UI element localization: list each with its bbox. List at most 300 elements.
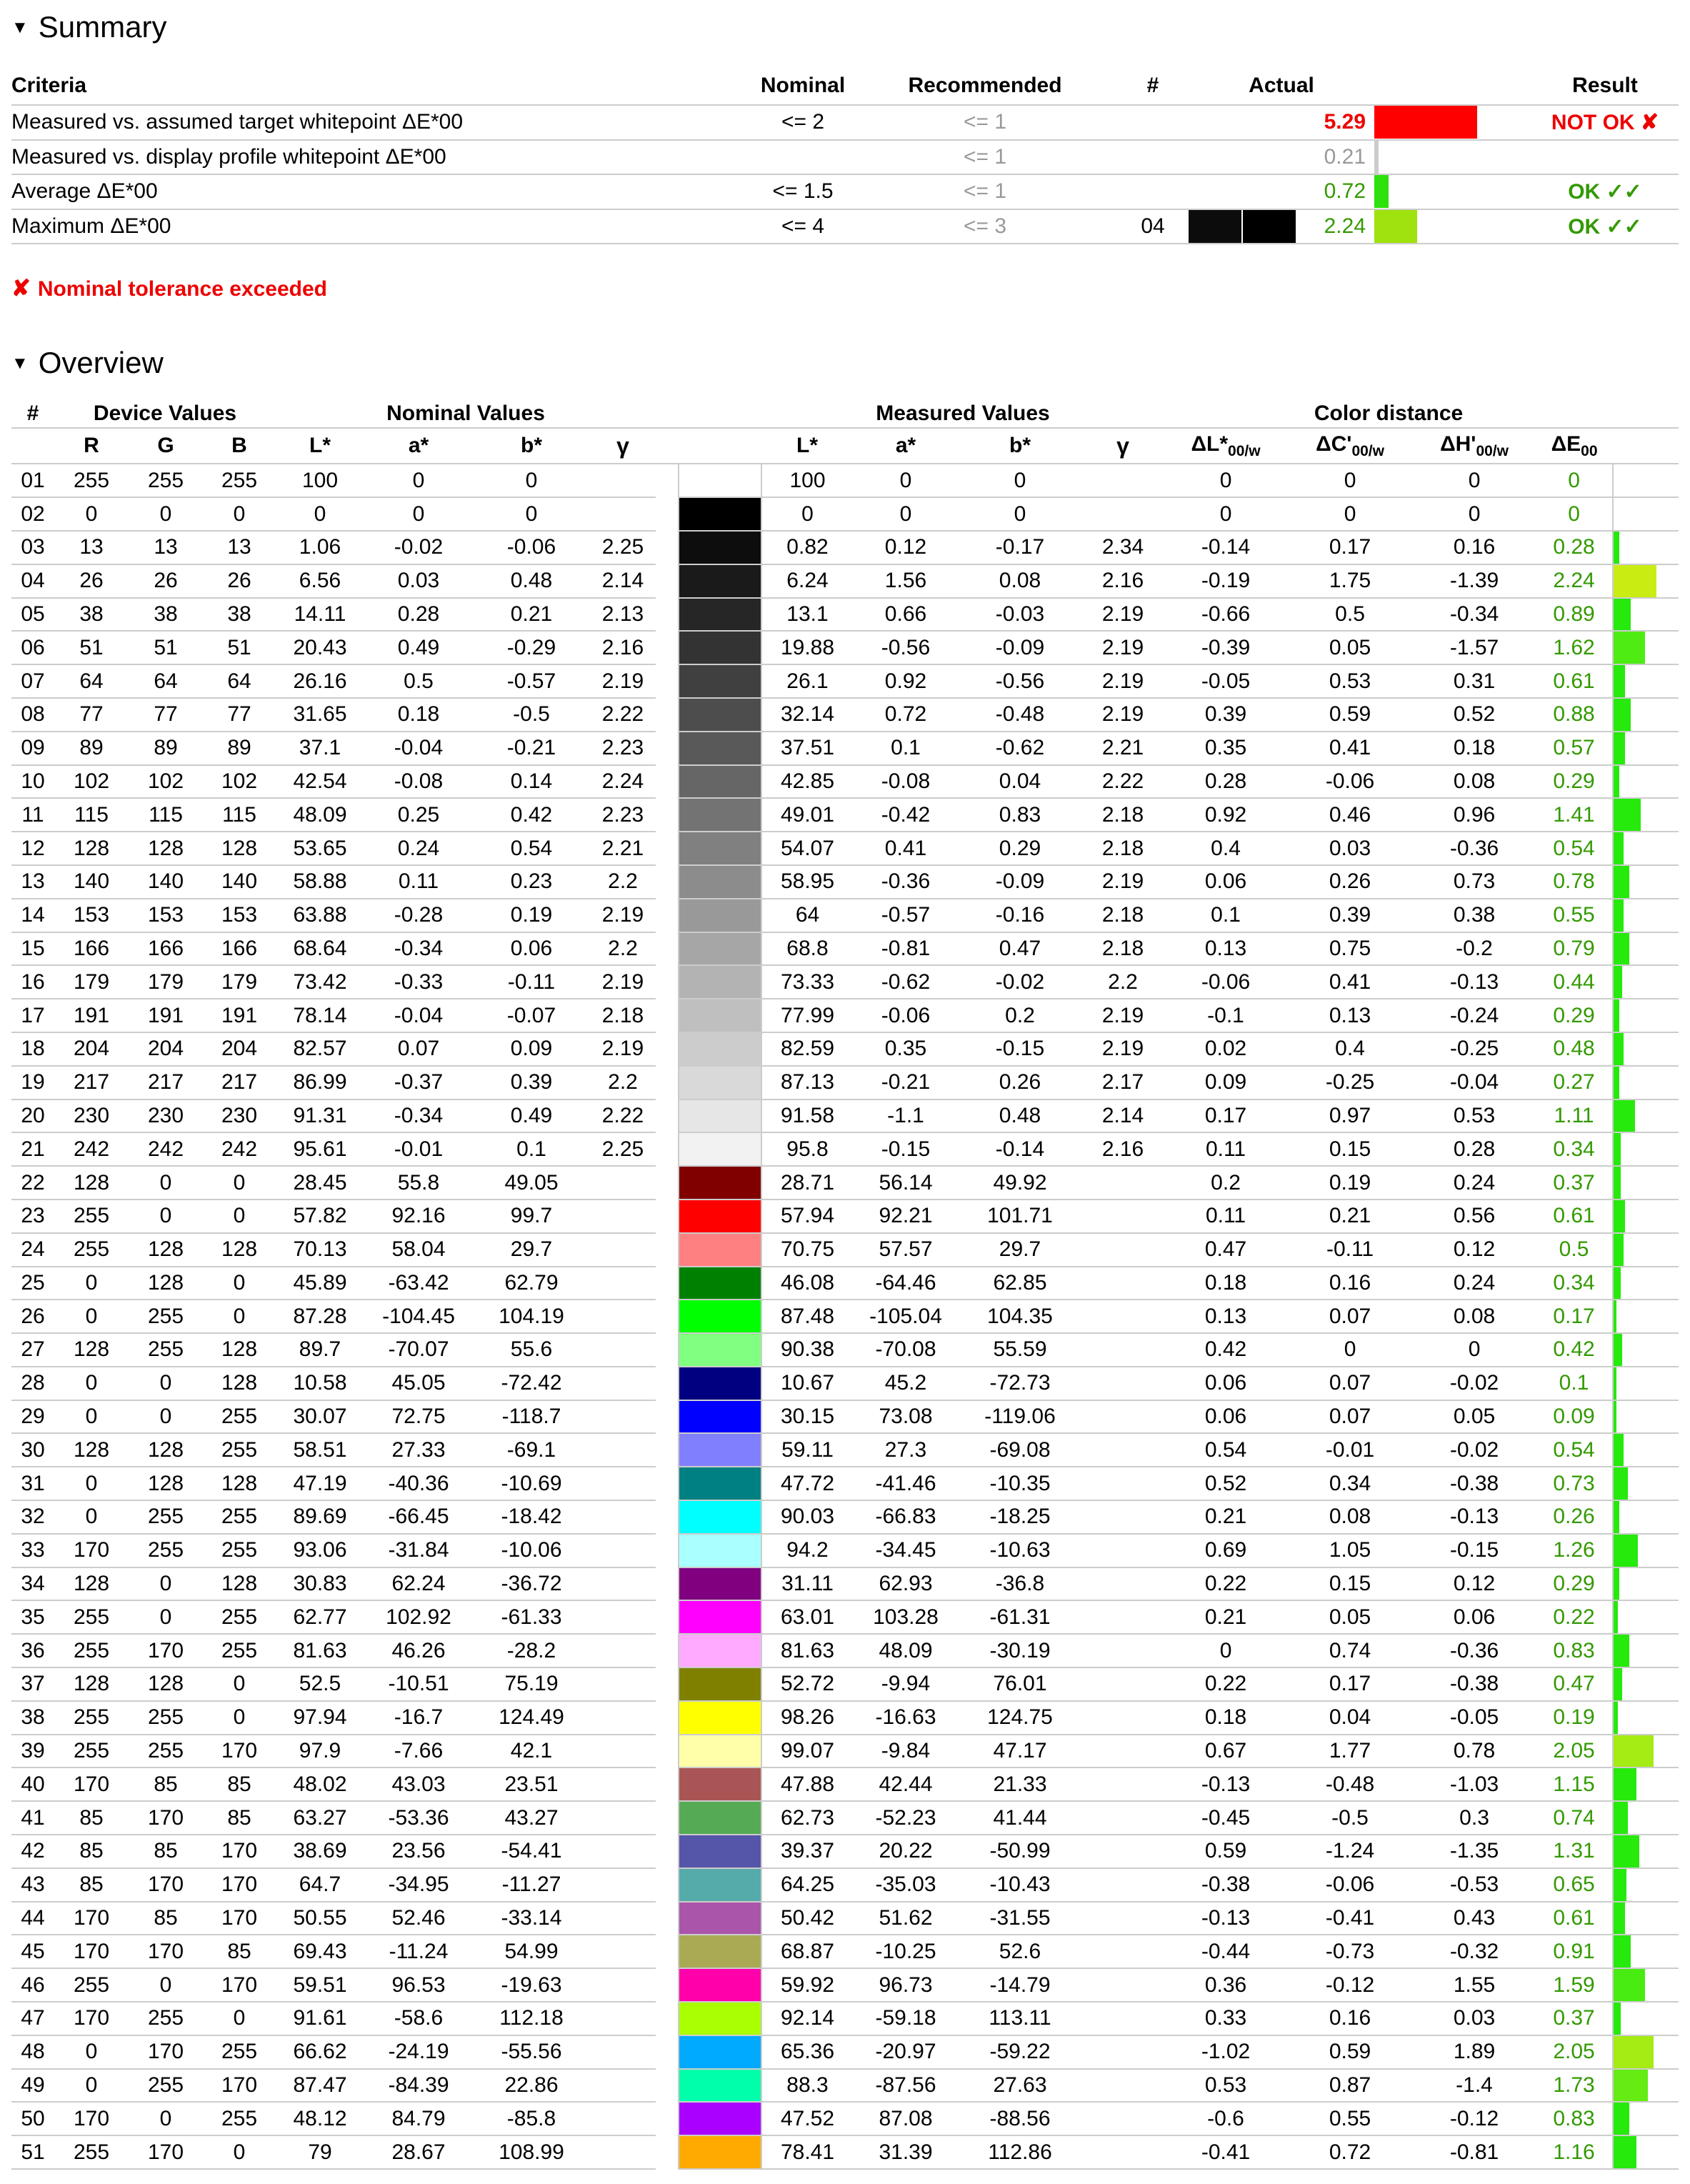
cell-delta-E: 0.29 [1536, 1567, 1613, 1601]
overview-row [11, 1902, 1679, 1935]
row-spacer [656, 2069, 679, 2103]
cell-measured-b: -0.62 [959, 732, 1081, 765]
cell-delta-H: -0.13 [1413, 1500, 1536, 1534]
cell-device-r: 255 [54, 1968, 129, 2002]
cell-measured-gamma [1081, 1868, 1164, 1902]
summary-recommended-value: <= 1 [889, 140, 1081, 175]
cell-patch-number: 44 [11, 1902, 54, 1935]
cell-nominal-b: 23.51 [473, 1767, 590, 1801]
bar-cell [1613, 1100, 1679, 1133]
summary-gap-cell [1081, 174, 1117, 209]
cell-nominal-a: 0.03 [364, 564, 473, 598]
cell-measured-gamma: 2.19 [1081, 631, 1164, 664]
cell-measured-gamma [1081, 1735, 1164, 1768]
cell-device-b: 170 [203, 1902, 276, 1935]
cell-nominal-gamma: 2.25 [590, 531, 656, 564]
row-spacer [656, 698, 679, 732]
cell-measured-a: -59.18 [853, 2002, 959, 2035]
overview-group-header-row [11, 400, 1679, 428]
cell-patch-number: 33 [11, 1534, 54, 1567]
delta-e-bar [1614, 732, 1625, 764]
cell-measured-a: 1.56 [853, 564, 959, 598]
cell-delta-H: -0.2 [1413, 932, 1536, 966]
cell-delta-L: 0.02 [1164, 1032, 1287, 1066]
cell-delta-E: 0.47 [1536, 1667, 1613, 1701]
cell-delta-H: -1.35 [1413, 1835, 1536, 1868]
cell-device-b: 0 [203, 2002, 276, 2035]
cell-measured-gamma [1081, 1835, 1164, 1868]
summary-bar-cell [1374, 209, 1531, 244]
cell-nominal-b: -11.27 [473, 1868, 590, 1902]
summary-gap-cell [1081, 105, 1117, 140]
cell-device-r: 0 [54, 1300, 129, 1333]
cell-device-g: 128 [129, 1433, 203, 1467]
cell-delta-E: 0.65 [1536, 1868, 1613, 1902]
bar-cell [1613, 1433, 1679, 1467]
cell-device-g: 85 [129, 1902, 203, 1935]
cell-delta-L: -0.05 [1164, 664, 1287, 698]
cell-delta-C: 0.03 [1287, 832, 1413, 865]
cell-delta-C: 0.19 [1287, 1166, 1413, 1200]
cell-nominal-a: -34.95 [364, 1868, 473, 1902]
cell-measured-L: 98.26 [761, 1701, 853, 1735]
bar-cell [1613, 1032, 1679, 1066]
cell-measured-b: -72.73 [959, 1367, 1081, 1400]
cell-delta-H: -0.05 [1413, 1701, 1536, 1735]
cell-measured-gamma: 2.18 [1081, 798, 1164, 832]
cell-nominal-b: 112.18 [473, 2002, 590, 2035]
overview-row [11, 1200, 1679, 1233]
cell-device-b: 170 [203, 1835, 276, 1868]
cell-delta-E: 0.54 [1536, 1433, 1613, 1467]
max-delta-e-color-swatch [1189, 210, 1296, 243]
overview-row [11, 1735, 1679, 1768]
cell-nominal-L: 68.64 [276, 932, 364, 966]
cell-patch-number: 43 [11, 1868, 54, 1902]
overview-row [11, 1935, 1679, 1968]
col-header-b: B [203, 428, 276, 464]
cell-nominal-a: 52.46 [364, 1902, 473, 1935]
summary-swatch-cell [1189, 209, 1296, 244]
color-swatch [679, 1767, 761, 1801]
cell-measured-gamma [1081, 1300, 1164, 1333]
cell-device-r: 85 [54, 1801, 129, 1835]
cell-nominal-b: 54.99 [473, 1935, 590, 1968]
overview-row [11, 1233, 1679, 1267]
cell-delta-H: 0 [1413, 1333, 1536, 1367]
cell-delta-E: 1.31 [1536, 1835, 1613, 1868]
cell-device-r: 242 [54, 1132, 129, 1166]
bar-cell [1613, 1667, 1679, 1701]
cell-measured-L: 62.73 [761, 1801, 853, 1835]
delta-e-bar [1614, 1234, 1624, 1266]
cell-delta-C: 0.21 [1287, 1200, 1413, 1233]
cell-delta-L: 0.21 [1164, 1600, 1287, 1634]
cell-measured-L: 90.38 [761, 1333, 853, 1367]
cell-measured-b: 0 [959, 464, 1081, 497]
cell-measured-a: -0.42 [853, 798, 959, 832]
summary-header-result: Result [1531, 67, 1679, 105]
cell-delta-E: 0.79 [1536, 932, 1613, 966]
summary-header-actual: Actual [1189, 67, 1374, 105]
cell-delta-H: -0.81 [1413, 2135, 1536, 2169]
overview-row [11, 965, 1679, 999]
bar-cell [1613, 1600, 1679, 1634]
cell-measured-gamma [1081, 1935, 1164, 1968]
color-swatch [679, 865, 761, 899]
cell-measured-gamma: 2.19 [1081, 664, 1164, 698]
cell-measured-a: 92.21 [853, 1200, 959, 1233]
cell-delta-H: -1.57 [1413, 631, 1536, 664]
cell-delta-E: 0 [1536, 497, 1613, 531]
cell-nominal-b: -18.42 [473, 1500, 590, 1534]
cell-delta-C: 0.87 [1287, 2069, 1413, 2103]
cell-nominal-L: 63.27 [276, 1801, 364, 1835]
cell-measured-L: 64.25 [761, 1868, 853, 1902]
cell-delta-L: -0.45 [1164, 1801, 1287, 1835]
color-swatch [679, 564, 761, 598]
cell-measured-b: -0.09 [959, 865, 1081, 899]
cell-nominal-gamma [590, 464, 656, 497]
bar-cell [1613, 1066, 1679, 1100]
row-spacer [656, 1968, 679, 2002]
cell-device-b: 179 [203, 965, 276, 999]
summary-section-title[interactable] [11, 10, 1679, 44]
color-swatch [679, 598, 761, 632]
cell-nominal-gamma [590, 1868, 656, 1902]
cell-nominal-a: 0.5 [364, 664, 473, 698]
color-swatch [679, 698, 761, 732]
cell-measured-L: 73.33 [761, 965, 853, 999]
cell-device-b: 255 [203, 2102, 276, 2135]
cell-nominal-b: 0.49 [473, 1100, 590, 1133]
cell-nominal-gamma [590, 1367, 656, 1400]
overview-row [11, 1835, 1679, 1868]
cell-delta-H: 0.05 [1413, 1400, 1536, 1434]
cell-measured-L: 57.94 [761, 1200, 853, 1233]
cell-nominal-gamma: 2.16 [590, 631, 656, 664]
cell-device-b: 204 [203, 1032, 276, 1066]
cell-delta-L: 0.11 [1164, 1200, 1287, 1233]
color-swatch [679, 2002, 761, 2035]
cell-nominal-gamma [590, 2069, 656, 2103]
cell-nominal-a: -11.24 [364, 1935, 473, 1968]
cell-measured-a: -0.15 [853, 1132, 959, 1166]
cell-nominal-a: -0.34 [364, 1100, 473, 1133]
cell-device-g: 0 [129, 1567, 203, 1601]
delta-e-bar [1614, 599, 1631, 631]
cell-nominal-b: 0 [473, 464, 590, 497]
cell-delta-L: 0.18 [1164, 1267, 1287, 1300]
cell-nominal-L: 47.19 [276, 1467, 364, 1500]
group-header-device-values: Device Values [54, 400, 276, 428]
overview-row [11, 497, 1679, 531]
cell-delta-E: 0.57 [1536, 732, 1613, 765]
cell-delta-L: 0.53 [1164, 2069, 1287, 2103]
delta-e-bar [1614, 1903, 1625, 1935]
cell-measured-gamma: 2.19 [1081, 999, 1164, 1032]
cell-delta-H: 0.18 [1413, 732, 1536, 765]
cell-delta-E: 0.83 [1536, 2102, 1613, 2135]
cell-delta-H: 0.52 [1413, 698, 1536, 732]
color-swatch [679, 1868, 761, 1902]
cell-measured-L: 81.63 [761, 1634, 853, 1667]
cell-nominal-a: -24.19 [364, 2035, 473, 2069]
cell-measured-a: -87.56 [853, 2069, 959, 2103]
cell-measured-gamma [1081, 2135, 1164, 2169]
color-swatch [679, 1300, 761, 1333]
cell-delta-L: 0.59 [1164, 1835, 1287, 1868]
summary-header-row [11, 67, 1679, 105]
cell-delta-H: 0.08 [1413, 765, 1536, 799]
overview-row [11, 1968, 1679, 2002]
cell-measured-b: -0.02 [959, 965, 1081, 999]
cell-nominal-a: 55.8 [364, 1166, 473, 1200]
cell-nominal-b: 0.14 [473, 765, 590, 799]
cell-nominal-gamma [590, 2035, 656, 2069]
cell-delta-L: 0.13 [1164, 1300, 1287, 1333]
cell-nominal-a: 23.56 [364, 1835, 473, 1868]
overview-row [11, 1032, 1679, 1066]
cell-delta-C: 0.13 [1287, 999, 1413, 1032]
cell-device-g: 128 [129, 1467, 203, 1500]
row-spacer [656, 999, 679, 1032]
bar-cell [1613, 2102, 1679, 2135]
color-swatch [679, 965, 761, 999]
cell-measured-L: 78.41 [761, 2135, 853, 2169]
cell-measured-b: -0.14 [959, 1132, 1081, 1166]
cell-delta-L: 0.21 [1164, 1500, 1287, 1534]
color-swatch [679, 832, 761, 865]
cell-delta-H: 0.31 [1413, 664, 1536, 698]
overview-row [11, 531, 1679, 564]
cell-device-b: 170 [203, 1868, 276, 1902]
cell-nominal-gamma [590, 1200, 656, 1233]
cell-delta-L: -0.44 [1164, 1935, 1287, 1968]
cell-delta-L: -1.02 [1164, 2035, 1287, 2069]
cell-delta-L: -0.19 [1164, 564, 1287, 598]
cell-device-b: 242 [203, 1132, 276, 1166]
cell-nominal-L: 62.77 [276, 1600, 364, 1634]
cell-measured-L: 37.51 [761, 732, 853, 765]
overview-row [11, 2069, 1679, 2103]
cell-device-g: 0 [129, 1200, 203, 1233]
color-swatch [679, 1935, 761, 1968]
cell-measured-L: 47.72 [761, 1467, 853, 1500]
cell-delta-H: -0.13 [1413, 965, 1536, 999]
collapse-triangle-icon[interactable]: ▼ [11, 18, 29, 37]
cell-measured-gamma [1081, 1567, 1164, 1601]
cell-nominal-b: -118.7 [473, 1400, 590, 1434]
cell-measured-gamma [1081, 1902, 1164, 1935]
overview-row [11, 1767, 1679, 1801]
color-swatch [679, 631, 761, 664]
summary-row [11, 209, 1679, 244]
delta-e-bar [1614, 1401, 1616, 1433]
bar-cell [1613, 598, 1679, 632]
cell-delta-E: 0.1 [1536, 1367, 1613, 1400]
cell-delta-L: 0.11 [1164, 1132, 1287, 1166]
overview-row [11, 1467, 1679, 1500]
summary-patch-number: 04 [1117, 209, 1189, 244]
cell-device-r: 255 [54, 1735, 129, 1768]
bar-cell [1613, 1835, 1679, 1868]
cell-delta-C: -1.24 [1287, 1835, 1413, 1868]
cell-nominal-gamma: 2.14 [590, 564, 656, 598]
cell-delta-H: 0.08 [1413, 1300, 1536, 1333]
cell-delta-L: 0.33 [1164, 2002, 1287, 2035]
cell-device-r: 128 [54, 1667, 129, 1701]
cell-measured-b: -0.48 [959, 698, 1081, 732]
collapse-triangle-icon[interactable]: ▼ [11, 354, 29, 374]
cell-delta-L: -0.13 [1164, 1767, 1287, 1801]
cell-device-g: 255 [129, 2069, 203, 2103]
cell-nominal-L: 63.88 [276, 899, 364, 932]
cell-delta-C: 0.04 [1287, 1701, 1413, 1735]
bar-cell [1613, 865, 1679, 899]
delta-e-bar [1614, 2136, 1636, 2168]
cell-device-r: 77 [54, 698, 129, 732]
cell-delta-C: 0.16 [1287, 1267, 1413, 1300]
row-spacer [656, 2035, 679, 2069]
row-spacer [656, 1233, 679, 1267]
cell-delta-C: 0.15 [1287, 1567, 1413, 1601]
cell-nominal-b: -69.1 [473, 1433, 590, 1467]
cell-device-b: 102 [203, 765, 276, 799]
cell-nominal-a: 28.67 [364, 2135, 473, 2169]
cell-nominal-gamma: 2.19 [590, 965, 656, 999]
cell-nominal-L: 86.99 [276, 1066, 364, 1100]
cell-measured-b: -10.35 [959, 1467, 1081, 1500]
cell-nominal-L: 48.09 [276, 798, 364, 832]
delta-e-bar [1614, 1735, 1654, 1767]
cell-measured-b: -69.08 [959, 1433, 1081, 1467]
cell-nominal-a: -10.51 [364, 1667, 473, 1701]
color-swatch [679, 798, 761, 832]
cell-measured-L: 87.13 [761, 1066, 853, 1100]
cell-nominal-gamma [590, 1600, 656, 1634]
cell-patch-number: 19 [11, 1066, 54, 1100]
summary-patch-number [1117, 140, 1189, 175]
cell-measured-b: -119.06 [959, 1400, 1081, 1434]
color-swatch [679, 2135, 761, 2169]
cell-delta-H: -0.02 [1413, 1367, 1536, 1400]
cell-nominal-L: 89.69 [276, 1500, 364, 1534]
row-spacer [656, 932, 679, 966]
cell-nominal-gamma [590, 1902, 656, 1935]
cell-measured-b: 41.44 [959, 1801, 1081, 1835]
cell-measured-a: -52.23 [853, 1801, 959, 1835]
cell-measured-L: 19.88 [761, 631, 853, 664]
cell-delta-E: 0.34 [1536, 1267, 1613, 1300]
overview-row [11, 1367, 1679, 1400]
cell-device-g: 51 [129, 631, 203, 664]
cell-measured-a: -70.08 [853, 1333, 959, 1367]
cell-measured-b: -18.25 [959, 1500, 1081, 1534]
cell-delta-E: 0.09 [1536, 1400, 1613, 1434]
summary-recommended-value: <= 1 [889, 174, 1081, 209]
result-label: OK [1568, 179, 1606, 204]
summary-criteria-label: Measured vs. assumed target whitepoint ΔE*00 [11, 105, 717, 140]
cell-device-b: 0 [203, 1166, 276, 1200]
delta-e-bar [1614, 933, 1629, 965]
bar-cell [1613, 531, 1679, 564]
cell-delta-L: -0.1 [1164, 999, 1287, 1032]
cell-nominal-b: -0.5 [473, 698, 590, 732]
cell-device-g: 0 [129, 497, 203, 531]
cell-device-b: 13 [203, 531, 276, 564]
bar-cell [1613, 1166, 1679, 1200]
overview-section-title[interactable] [11, 346, 1679, 380]
cell-measured-b: 0 [959, 497, 1081, 531]
summary-bar-cell [1374, 105, 1531, 140]
cell-delta-L: 0 [1164, 497, 1287, 531]
cell-nominal-L: 89.7 [276, 1333, 364, 1367]
cell-measured-b: 0.26 [959, 1066, 1081, 1100]
cell-device-g: 115 [129, 798, 203, 832]
overview-row [11, 765, 1679, 799]
cell-nominal-b: 0.54 [473, 832, 590, 865]
row-spacer [656, 464, 679, 497]
cell-delta-C: -0.5 [1287, 1801, 1413, 1835]
cell-device-r: 89 [54, 732, 129, 765]
color-swatch [679, 531, 761, 564]
cell-delta-E: 1.26 [1536, 1534, 1613, 1567]
cell-nominal-L: 79 [276, 2135, 364, 2169]
cell-delta-E: 0.37 [1536, 2002, 1613, 2035]
cell-delta-E: 0.78 [1536, 865, 1613, 899]
cell-nominal-b: -0.21 [473, 732, 590, 765]
cell-nominal-L: 93.06 [276, 1534, 364, 1567]
cell-device-r: 13 [54, 531, 129, 564]
summary-delta-e-bar [1374, 210, 1417, 243]
cell-measured-b: 0.2 [959, 999, 1081, 1032]
overview-row [11, 1534, 1679, 1567]
cell-measured-gamma: 2.16 [1081, 564, 1164, 598]
cell-device-r: 0 [54, 2069, 129, 2103]
cell-device-r: 255 [54, 2135, 129, 2169]
cell-device-r: 64 [54, 664, 129, 698]
cell-measured-gamma [1081, 2102, 1164, 2135]
cell-nominal-a: 92.16 [364, 1200, 473, 1233]
row-spacer [656, 1400, 679, 1434]
cell-delta-C: -0.12 [1287, 1968, 1413, 2002]
cell-nominal-a: -0.37 [364, 1066, 473, 1100]
bar-cell [1613, 765, 1679, 799]
cell-measured-L: 46.08 [761, 1267, 853, 1300]
cell-delta-L: 0.36 [1164, 1968, 1287, 2002]
cell-device-r: 140 [54, 865, 129, 899]
bar-cell [1613, 1767, 1679, 1801]
cell-delta-L: 0.4 [1164, 832, 1287, 865]
cell-measured-a: -41.46 [853, 1467, 959, 1500]
cell-measured-L: 31.11 [761, 1567, 853, 1601]
summary-delta-e-bar [1374, 175, 1389, 208]
cell-delta-C: -0.41 [1287, 1902, 1413, 1935]
cell-measured-a: 48.09 [853, 1634, 959, 1667]
summary-header-recommended: Recommended [889, 67, 1081, 105]
overview-row [11, 1701, 1679, 1735]
cell-device-g: 128 [129, 832, 203, 865]
cell-patch-number: 23 [11, 1200, 54, 1233]
cell-nominal-a: 43.03 [364, 1767, 473, 1801]
row-spacer [656, 965, 679, 999]
cell-measured-a: -0.57 [853, 899, 959, 932]
cell-measured-gamma: 2.14 [1081, 1100, 1164, 1133]
overview-body [11, 464, 1679, 2169]
cell-patch-number: 27 [11, 1333, 54, 1367]
cell-device-g: 255 [129, 1300, 203, 1333]
